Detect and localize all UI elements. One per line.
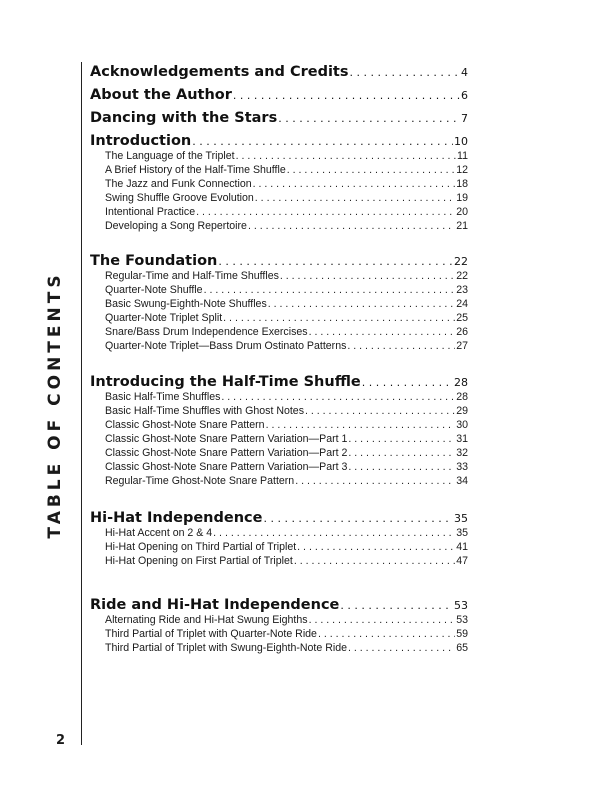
toc-title: A Brief History of the Half-Time Shuffle [105,164,286,176]
toc-title: Introduction [90,133,192,149]
toc-page: 10 [454,135,468,148]
toc-leader [263,513,453,524]
toc-leader [295,476,455,487]
toc-entry-main[interactable] [90,110,468,126]
toc-page: 12 [456,164,468,176]
toc-leader [236,151,456,162]
toc-title: Classic Ghost-Note Snare Pattern [105,419,265,431]
toc-title: Hi-Hat Opening on First Partial of Triplet [105,555,293,567]
toc-page: 29 [456,405,468,417]
toc-leader [287,165,455,176]
toc-leader [305,406,455,417]
toc-entry-main[interactable] [90,253,468,269]
toc-title: Regular-Time and Half-Time Shuffles [105,270,279,282]
toc-page: 33 [456,461,468,473]
toc-entry-sub[interactable] [105,270,468,282]
toc-page: 26 [456,326,468,338]
toc-leader [253,179,456,190]
toc-entry-main[interactable] [90,510,468,526]
toc-leader [218,256,453,267]
toc-leader [266,420,456,431]
toc-page: 28 [454,376,468,389]
toc-page: 4 [461,66,468,79]
toc-page: 27 [456,340,468,352]
toc-leader [362,377,453,388]
toc-page: 53 [454,599,468,612]
toc-leader [348,448,455,459]
toc-page: 53 [456,614,468,626]
toc-entry-sub[interactable] [105,527,468,539]
toc-leader [297,542,455,553]
toc-entry-sub[interactable] [105,312,468,324]
toc-page: 19 [456,192,468,204]
toc-leader [204,285,456,296]
toc-leader [268,299,455,310]
toc-title: Basic Half-Time Shuffles [105,391,221,403]
toc-entry-sub[interactable] [105,541,468,553]
toc-title: Quarter-Note Triplet—Bass Drum Ostinato Patterns [105,340,347,352]
toc-leader [233,90,460,101]
toc-page: 22 [456,270,468,282]
toc-title: Dancing with the Stars [90,110,278,126]
toc-entry-sub[interactable] [105,447,468,459]
toc-leader [348,643,455,654]
toc-entry-main[interactable] [90,133,468,149]
toc-page: 21 [456,220,468,232]
toc-title: Hi-Hat Independence [90,510,263,526]
toc-entry-sub[interactable] [105,220,468,232]
toc-page: 7 [461,112,468,125]
toc-title: Third Partial of Triplet with Swung-Eighth-Note Ride [105,642,347,654]
toc-title: Classic Ghost-Note Snare Pattern Variation—Part 2 [105,447,348,459]
toc-page: 23 [456,284,468,296]
toc-leader [196,207,455,218]
toc-title: Classic Ghost-Note Snare Pattern Variation—Part 3 [105,461,348,473]
toc-entry-sub[interactable] [105,433,468,445]
toc-page: 24 [456,298,468,310]
toc-page: 59 [456,628,468,640]
toc-title: Basic Swung-Eighth-Note Shuffles [105,298,267,310]
toc-title: Third Partial of Triplet with Quarter-Note Ride [105,628,317,640]
toc-entry-sub[interactable] [105,150,468,162]
toc-page: 6 [461,89,468,102]
toc-title: Quarter-Note Triplet Split [105,312,223,324]
toc-entry-sub[interactable] [105,284,468,296]
toc-leader [348,434,455,445]
toc-entry-sub[interactable] [105,178,468,190]
toc-leader [350,67,461,78]
toc-entry-main[interactable] [90,374,468,390]
toc-page: 22 [454,255,468,268]
toc-entry-main[interactable] [90,87,468,103]
toc-leader [192,136,453,147]
toc-title: Hi-Hat Opening on Third Partial of Triplet [105,541,297,553]
toc-entry-sub[interactable] [105,206,468,218]
toc-entry-main[interactable] [90,64,468,80]
toc-leader [294,556,455,567]
toc-title: Regular-Time Ghost-Note Snare Pattern [105,475,295,487]
toc-page: 31 [456,433,468,445]
toc-leader [280,271,455,282]
toc-page: 34 [456,475,468,487]
toc-leader [255,193,455,204]
toc-page: 11 [457,150,468,162]
toc-leader [221,392,455,403]
toc-leader [318,629,455,640]
toc-title: Introducing the Half-Time Shuffle [90,374,361,390]
toc-title: Snare/Bass Drum Independence Exercises [105,326,308,338]
toc-title: Swing Shuffle Groove Evolution [105,192,254,204]
toc-page: 30 [456,419,468,431]
toc-title: Classic Ghost-Note Snare Pattern Variation—Part 1 [105,433,348,445]
toc-entry-sub[interactable] [105,405,468,417]
page-number: 2 [56,733,66,748]
toc-entry-sub[interactable] [105,340,468,352]
toc-page: 18 [456,178,468,190]
toc-entry-sub[interactable] [105,419,468,431]
side-title-text: TABLE OF CONTENTS [45,271,65,539]
toc-entry-sub[interactable] [105,164,468,176]
toc-entry-sub[interactable] [105,461,468,473]
toc-entry-sub[interactable] [105,298,468,310]
toc-leader [248,221,455,232]
toc-title: Hi-Hat Accent on 2 & 4 [105,527,213,539]
toc-entry-main[interactable] [90,597,468,613]
toc-leader [309,327,456,338]
toc-title: About the Author [90,87,232,103]
toc-leader [340,600,453,611]
toc-entry-sub[interactable] [105,614,468,626]
toc-page: 35 [456,527,468,539]
toc-leader [223,313,455,324]
toc-page: 25 [456,312,468,324]
toc-page: 20 [456,206,468,218]
toc-leader [347,341,455,352]
toc-title: The Jazz and Funk Connection [105,178,252,190]
toc-entry-sub[interactable] [105,628,468,640]
toc-title: Ride and Hi-Hat Independence [90,597,340,613]
toc-entry-sub[interactable] [105,642,468,654]
toc-entry-sub[interactable] [105,555,468,567]
toc-entry-sub[interactable] [105,475,468,487]
toc-leader [213,528,455,539]
toc-leader [278,113,460,124]
toc-entry-sub[interactable] [105,192,468,204]
toc-title: Developing a Song Repertoire [105,220,247,232]
toc-entry-sub[interactable] [105,326,468,338]
vertical-divider [81,62,82,745]
toc-page: 28 [456,391,468,403]
toc-title: The Language of the Triplet [105,150,235,162]
toc-page: 35 [454,512,468,525]
toc-title: Acknowledgements and Credits [90,64,349,80]
toc-title: Alternating Ride and Hi-Hat Swung Eighths [105,614,308,626]
toc-title: The Foundation [90,253,218,269]
toc-page: 65 [456,642,468,654]
toc-title: Basic Half-Time Shuffles with Ghost Notes [105,405,304,417]
toc-leader [309,615,456,626]
toc-title: Intentional Practice [105,206,196,218]
toc-page: 32 [456,447,468,459]
toc-page: 47 [456,555,468,567]
toc-leader [348,462,455,473]
toc-page: 41 [456,541,468,553]
toc-title: Quarter-Note Shuffle [105,284,203,296]
toc-entry-sub[interactable] [105,391,468,403]
